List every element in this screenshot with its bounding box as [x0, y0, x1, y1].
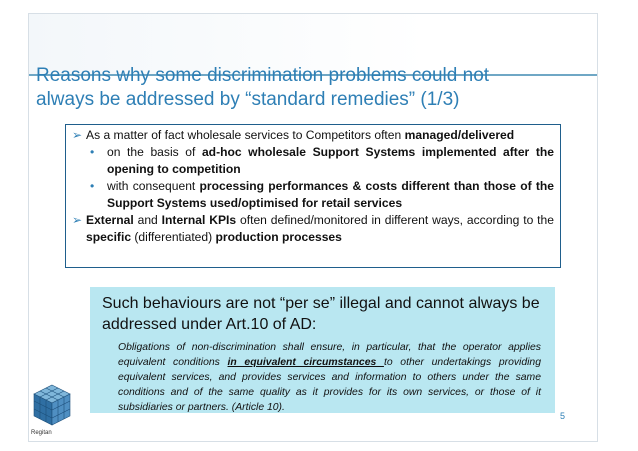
subbullet-performances — [72, 178, 554, 212]
subbullet-text: with consequent — [107, 179, 200, 193]
quote-text: to other undertakings providing equivalent services, and provides services and information to others under the same conditions and of the same quality as it provides for its own services, or those of it subsidiaries or partners. (Article 10). — [118, 357, 541, 413]
subbullet-support-systems — [72, 144, 554, 178]
bullet-bold: specific — [86, 230, 132, 244]
bullet-text: (differentiated) — [131, 230, 216, 244]
bullet-bold: External — [86, 213, 134, 227]
subbullet-bold: processing performances & costs different than those of the Support Systems used/optimised for retail services — [107, 179, 554, 210]
callout-quote — [102, 335, 545, 415]
subbullet-text: on the basis of — [107, 145, 202, 159]
bullet-text: and — [133, 213, 162, 227]
title-line-1: Reasons why some discrimination problems could not — [36, 65, 490, 86]
bullet-wholesale-services — [72, 127, 554, 144]
quote-highlight: in equivalent circumstances — [227, 357, 384, 368]
bullet-kpis — [72, 212, 554, 246]
bullet-bold: Internal KPIs — [161, 213, 237, 227]
bullet-text: often defined/monitored in different ways, according to the — [236, 213, 554, 227]
subbullet-bold: ad-hoc wholesale Support Systems implemented after the opening to competition — [107, 145, 554, 176]
callout-box — [90, 287, 555, 413]
bullet-text: As a matter of fact wholesale services to Competitors often — [86, 128, 405, 142]
cube-logo-icon — [30, 381, 74, 431]
logo-label: Regitan — [31, 430, 52, 436]
bullets-box — [65, 124, 561, 268]
bullet-bold: managed/delivered — [404, 128, 515, 142]
title-line-2: always be addressed by “standard remedies” (1/3) — [36, 89, 460, 110]
page-number: 5 — [560, 411, 566, 421]
slide-title — [36, 64, 556, 112]
quote-text: Obligations of non-discrimination shall ensure, in particular, that the operator applies equivalent conditions — [118, 342, 541, 368]
callout-heading: Such behaviours are not “per se” illegal and cannot always be addressed under Art.10 of AD: — [102, 295, 540, 333]
bullet-bold: production processes — [215, 230, 342, 244]
